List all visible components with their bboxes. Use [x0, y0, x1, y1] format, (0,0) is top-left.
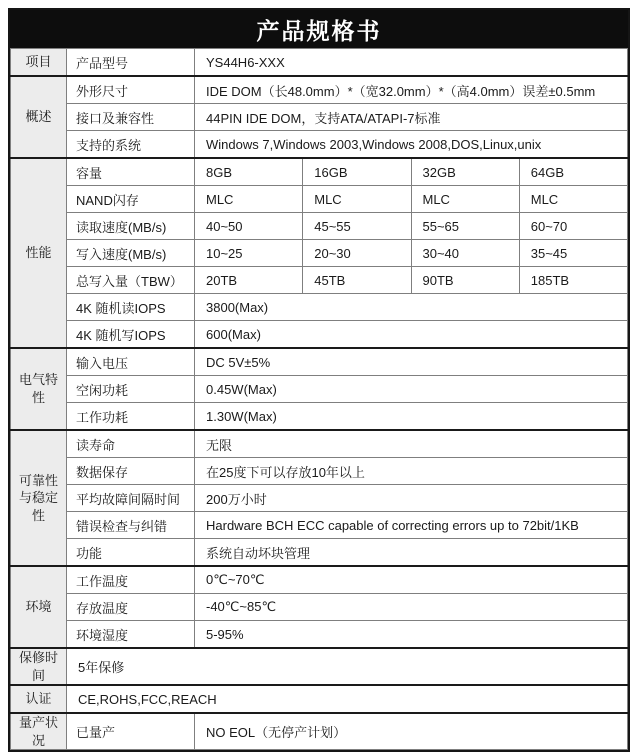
- row-label: 数据保存: [67, 458, 195, 485]
- table-row: [11, 485, 628, 512]
- row-label: 外形尺寸: [67, 76, 195, 104]
- row-label: 输入电压: [67, 348, 195, 376]
- row-value: 8GB: [195, 158, 303, 186]
- row-label: 环境湿度: [67, 621, 195, 649]
- table-row: [11, 267, 628, 294]
- table-row: [11, 376, 628, 403]
- group-label-production-status: 量产状况: [11, 713, 67, 750]
- table-row: [11, 213, 628, 240]
- row-label: 已量产: [67, 713, 195, 750]
- row-value: 在25度下可以存放10年以上: [195, 458, 628, 485]
- row-value: 185TB: [519, 267, 627, 294]
- row-label: 支持的系统: [67, 131, 195, 159]
- row-value: 3800(Max): [195, 294, 628, 321]
- table-row: [11, 240, 628, 267]
- group-label-performance: 性能: [11, 158, 67, 348]
- group-label-electrical: 电气特性: [11, 348, 67, 430]
- row-value: MLC: [303, 186, 411, 213]
- row-label: 功能: [67, 539, 195, 567]
- row-value: 40~50: [195, 213, 303, 240]
- row-label: 存放温度: [67, 594, 195, 621]
- row-value: 5-95%: [195, 621, 628, 649]
- row-value: Windows 7,Windows 2003,Windows 2008,DOS,Linux,unix: [195, 131, 628, 159]
- row-value: 5年保修: [67, 648, 628, 685]
- table-row: [11, 539, 628, 567]
- row-value: 55~65: [411, 213, 519, 240]
- row-value: IDE DOM（长48.0mm）*（宽32.0mm）*（高4.0mm）误差±0.5mm: [195, 76, 628, 104]
- spec-table: [10, 48, 628, 750]
- row-value: 60~70: [519, 213, 627, 240]
- table-row: [11, 131, 628, 159]
- table-row: [11, 713, 628, 750]
- group-label-warranty: 保修时间: [11, 648, 67, 685]
- table-row: [11, 594, 628, 621]
- row-value: MLC: [195, 186, 303, 213]
- row-label: 产品型号: [67, 49, 195, 77]
- table-row: [11, 348, 628, 376]
- row-value: 45~55: [303, 213, 411, 240]
- table-row: [11, 512, 628, 539]
- row-label: 工作温度: [67, 566, 195, 594]
- row-value: 45TB: [303, 267, 411, 294]
- row-label: 4K 随机读IOPS: [67, 294, 195, 321]
- row-value: 64GB: [519, 158, 627, 186]
- group-label-reliability: 可靠性与稳定性: [11, 430, 67, 566]
- row-value: 20TB: [195, 267, 303, 294]
- row-label: NAND闪存: [67, 186, 195, 213]
- table-row: [11, 49, 628, 77]
- row-label: 总写入量（TBW）: [67, 267, 195, 294]
- table-row: [11, 104, 628, 131]
- group-label-environment: 环境: [11, 566, 67, 648]
- row-value: 600(Max): [195, 321, 628, 349]
- row-value: MLC: [411, 186, 519, 213]
- row-value: 16GB: [303, 158, 411, 186]
- row-value: 1.30W(Max): [195, 403, 628, 431]
- row-value: Hardware BCH ECC capable of correcting errors up to 72bit/1KB: [195, 512, 628, 539]
- row-label: 读取速度(MB/s): [67, 213, 195, 240]
- row-value: 44PIN IDE DOM，支持ATA/ATAPI-7标准: [195, 104, 628, 131]
- row-value: 无限: [195, 430, 628, 458]
- table-row: [11, 321, 628, 349]
- row-label: 接口及兼容性: [67, 104, 195, 131]
- row-label: 错误检查与纠错: [67, 512, 195, 539]
- table-row: [11, 158, 628, 186]
- row-value: 10~25: [195, 240, 303, 267]
- row-value: 30~40: [411, 240, 519, 267]
- row-value: 0.45W(Max): [195, 376, 628, 403]
- page-title: 产品规格书: [10, 10, 628, 48]
- table-row: [11, 186, 628, 213]
- row-value: 20~30: [303, 240, 411, 267]
- group-label-certification: 认证: [11, 685, 67, 713]
- row-label: 容量: [67, 158, 195, 186]
- row-value: 35~45: [519, 240, 627, 267]
- row-value: 200万小时: [195, 485, 628, 512]
- table-row: [11, 294, 628, 321]
- row-label: 写入速度(MB/s): [67, 240, 195, 267]
- table-row: [11, 403, 628, 431]
- row-value: MLC: [519, 186, 627, 213]
- group-label-item: 项目: [11, 49, 67, 77]
- row-value: -40℃~85℃: [195, 594, 628, 621]
- group-label-overview: 概述: [11, 76, 67, 158]
- table-row: [11, 685, 628, 713]
- row-label: 读寿命: [67, 430, 195, 458]
- table-row: [11, 76, 628, 104]
- row-value: 0℃~70℃: [195, 566, 628, 594]
- row-value: DC 5V±5%: [195, 348, 628, 376]
- table-row: [11, 430, 628, 458]
- row-value: 系统自动坏块管理: [195, 539, 628, 567]
- row-value: 32GB: [411, 158, 519, 186]
- row-value: CE,ROHS,FCC,REACH: [67, 685, 628, 713]
- row-value: YS44H6-XXX: [195, 49, 628, 77]
- table-row: [11, 458, 628, 485]
- row-value: NO EOL（无停产计划）: [195, 713, 628, 750]
- spec-sheet: [8, 8, 630, 752]
- table-row: [11, 648, 628, 685]
- table-row: [11, 621, 628, 649]
- table-row: [11, 566, 628, 594]
- row-label: 平均故障间隔时间: [67, 485, 195, 512]
- row-label: 工作功耗: [67, 403, 195, 431]
- row-label: 空闲功耗: [67, 376, 195, 403]
- row-value: 90TB: [411, 267, 519, 294]
- row-label: 4K 随机写IOPS: [67, 321, 195, 349]
